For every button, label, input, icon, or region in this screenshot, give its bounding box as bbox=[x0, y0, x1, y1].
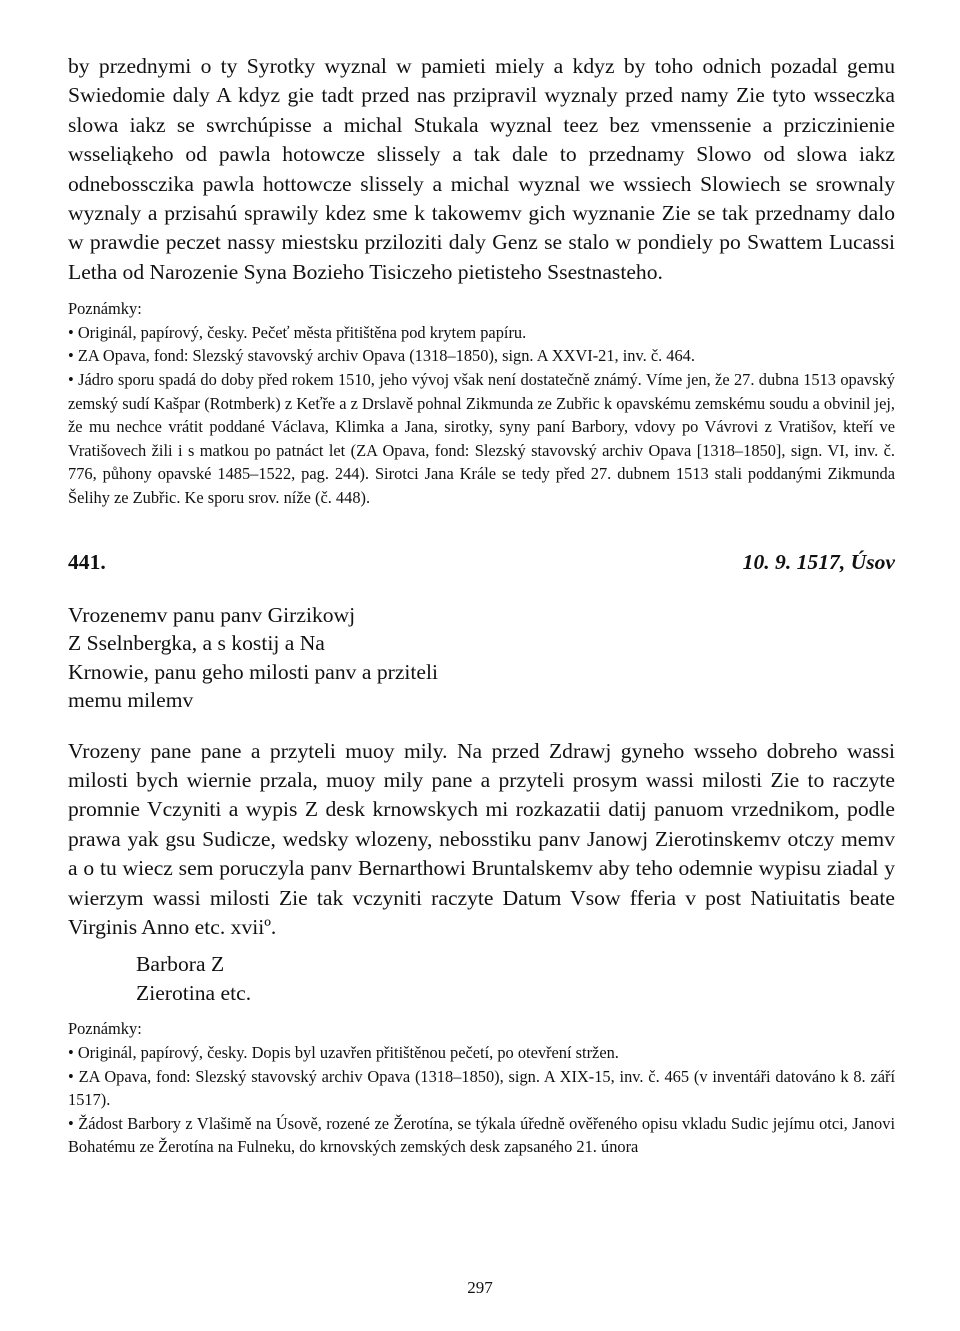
entry-date-place: 10. 9. 1517, Úsov bbox=[742, 549, 895, 574]
note-item: • Žádost Barbory z Vlašimě na Úsově, rozené ze Žerotína, se týkala úředně ověřeného opisu vkladu Sudic jejímu otci, Janovi Bohatému ze Žerotína na Fulneku, do krnovských zemských desk zapsaného 21. února bbox=[68, 1112, 895, 1159]
note-item: • ZA Opava, fond: Slezský stavovský archiv Opava (1318–1850), sign. A XXVI-21, inv. č. 464. bbox=[68, 344, 895, 368]
entry-number: 441. bbox=[68, 549, 106, 574]
signature-line: Zierotina etc. bbox=[136, 980, 252, 1005]
address-line: memu milemv bbox=[68, 688, 194, 713]
note-item: • Originál, papírový, česky. Pečeť města přitištěna pod krytem papíru. bbox=[68, 321, 895, 345]
document-page bbox=[68, 52, 895, 1159]
note-item: • Jádro sporu spadá do doby před rokem 1510, jeho vývoj však není dostatečně známý. Víme jen, že 27. dubna 1513 opavský zemský sudí Kašpar (Rotmberk) z Keťře a z Drslavě pohnal Zikmunda ze Zubřic k opavskému zemskému soudu a obvinil jej, že mu nechce vrátit poddané Václava, Klimka a Jana, sirotky, syny paní Barbory, vdovy po Vávrovi z Vratišov, kteří ve Vratišovech žili i s matkou po patnáct let (ZA Opava, fond: Slezský stavovský archiv Opava [1318–1850], sign. VI, inv. č. 776, půhony opavské 1485–1522, pag. 244). Sirotci Jana Krále se tedy před 27. dubnem 1513 stali poddanými Zikmunda Šelihy ze Zubřic. Ke sporu srov. níže (č. 448). bbox=[68, 368, 895, 510]
entry-notes bbox=[68, 1017, 895, 1159]
letter-signature bbox=[136, 950, 895, 1007]
address-line: Krnowie, panu geho milosti panv a prziteli bbox=[68, 659, 439, 684]
notes-title: Poznámky: bbox=[68, 1019, 142, 1039]
signature-line: Barbora Z bbox=[136, 952, 225, 977]
previous-entry-closing-text: by przednymi o ty Syrotky wyznal w pamieti miely a kdyz by toho odnich pozadal gemu Swiedomie daly A kdyz gie tadt przed nas przipravil wyznaly przed namy Zie tyto wsseczka slowa iakz se swrchúpisse a michal Stukala wyznal teez bez vmenssenie a prziczinienie wsseliąkeho od pawla hotowcze slissely a tak dale to przednamy Slowo od slowa iakz odnebossczika pawla hottowcze slissely a michal wyznal we wssiech Slowiech se srownaly wyznaly a przisahú sprawily kdez sme k takowemv gich wyznanie Zie se tak przednamy dalo w prawdie peczet nassy miestsku prziloziti daly Genz se stalo w pondiely po Swattem Lucassi Letha od Narozenie Syna Bozieho Tisiczeho pietisteho Ssestnasteho. bbox=[68, 54, 895, 284]
note-item: • Originál, papírový, česky. Dopis byl uzavřen přitištěnou pečetí, po otevření stržen. bbox=[68, 1041, 895, 1065]
notes-list bbox=[68, 321, 895, 510]
address-line: Z Sselnbergka, a s kostij a Na bbox=[68, 631, 325, 656]
notes-title: Poznámky: bbox=[68, 299, 142, 319]
notes-list bbox=[68, 1041, 895, 1159]
entry-header bbox=[68, 550, 895, 575]
page-number: 297 bbox=[467, 1278, 493, 1297]
previous-entry-notes bbox=[68, 297, 895, 509]
letter-address bbox=[68, 601, 895, 715]
address-line: Vrozenemv panu panv Girzikowj bbox=[68, 602, 356, 627]
note-item: • ZA Opava, fond: Slezský stavovský archiv Opava (1318–1850), sign. A XIX-15, inv. č. 465 (v inventáři datováno k 8. září 1517). bbox=[68, 1065, 895, 1112]
letter-body: Vrozeny pane pane a przyteli muoy mily. Na przed Zdrawj gyneho wsseho dobreho wassi milosti bych wiernie przala, muoy mily pane a przyteli prosym wassi milosti Zie to raczyte promnie Vczyniti a wypis Z desk krnowskych mi rozkazatii datij panuom vrzednikom, podle prawa yak gsu Sudicze, wedsky wlozeny, nebosstiku panv Janowj Zierotinskemv otczy memv a o tu wiecz sem poruczyla panv Bernarthowi Bruntalskemv aby teho odemnie wypisu ziadal y wierzym wassi milosti Zie tak vczyniti raczyte Datum Vsow fferia v post Natiuitatis beate Virginis Anno etc. xviiº. bbox=[68, 738, 895, 940]
